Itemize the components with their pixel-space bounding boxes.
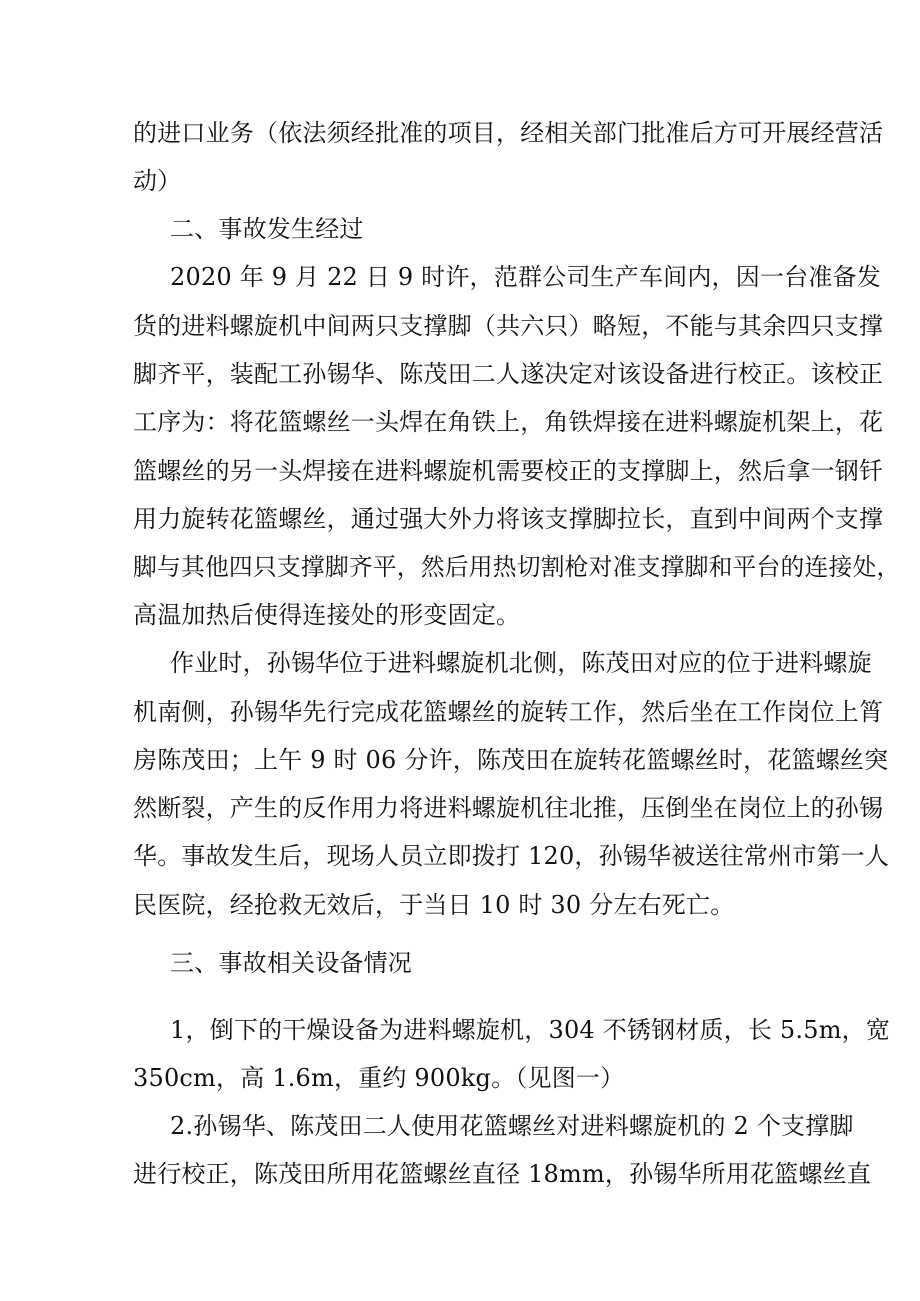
- operation-line-1: 作业时，孙锡华位于进料螺旋机北侧，陈茂田对应的位于进料螺旋: [170, 649, 872, 677]
- scope-line-2: 动）: [133, 167, 182, 195]
- process-line-3: 脚齐平，装配工孙锡华、陈茂田二人遂决定对该设备进行校正。该校正: [133, 360, 884, 388]
- process-line-1: 2020 年 9 月 22 日 9 时许，范群公司生产车间内，因一台准备发: [170, 263, 881, 291]
- process-line-7: 脚与其他四只支撑脚齐平，然后用热切割枪对准支撑脚和平台的连接处，: [133, 553, 901, 581]
- section-heading-equipment: 三、事故相关设备情况: [170, 949, 412, 977]
- operation-line-4: 然断裂，产生的反作用力将进料螺旋机往北推，压倒坐在岗位上的孙锡: [133, 794, 884, 822]
- equipment-item-1-line-2: 350cm，高 1.6m，重约 900kg。（见图一）: [133, 1064, 625, 1092]
- equipment-item-2-line-2: 进行校正，陈茂田所用花篮螺丝直径 18mm，孙锡华所用花篮螺丝直: [133, 1160, 872, 1188]
- equipment-item-1-line-1: 1，倒下的干燥设备为进料螺旋机，304 不锈钢材质，长 5.5m，宽: [170, 1016, 891, 1044]
- process-line-8: 高温加热后使得连接处的形变固定。: [133, 601, 521, 629]
- section-heading-accident-process: 二、事故发生经过: [170, 215, 364, 243]
- process-line-2: 货的进料螺旋机中间两只支撑脚（共六只）略短，不能与其余四只支撑: [133, 312, 884, 340]
- operation-line-2: 机南侧，孙锡华先行完成花篮螺丝的旋转工作，然后坐在工作岗位上筲: [133, 698, 884, 726]
- process-line-6: 用力旋转花篮螺丝，通过强大外力将该支撑脚拉长，直到中间两个支撑: [133, 505, 884, 533]
- process-line-5: 篮螺丝的另一头焊接在进料螺旋机需要校正的支撑脚上，然后拿一钢钎: [133, 457, 884, 485]
- operation-line-5: 华。事故发生后，现场人员立即拨打 120，孙锡华被送往常州市第一人: [133, 842, 890, 870]
- operation-line-6: 民医院，经抢救无效后，于当日 10 时 30 分左右死亡。: [133, 891, 735, 919]
- operation-line-3: 房陈茂田；上午 9 时 06 分许，陈茂田在旋转花篮螺丝时，花篮螺丝突: [133, 746, 889, 774]
- process-line-4: 工序为：将花篮螺丝一头焊在角铁上，角铁焊接在进料螺旋机架上，花: [133, 408, 884, 436]
- scope-line-1: 的进口业务（依法须经批准的项目，经相关部门批准后方可开展经营活: [133, 119, 884, 147]
- equipment-item-2-line-1: 2.孙锡华、陈茂田二人使用花篮螺丝对进料螺旋机的 2 个支撑脚: [170, 1112, 854, 1140]
